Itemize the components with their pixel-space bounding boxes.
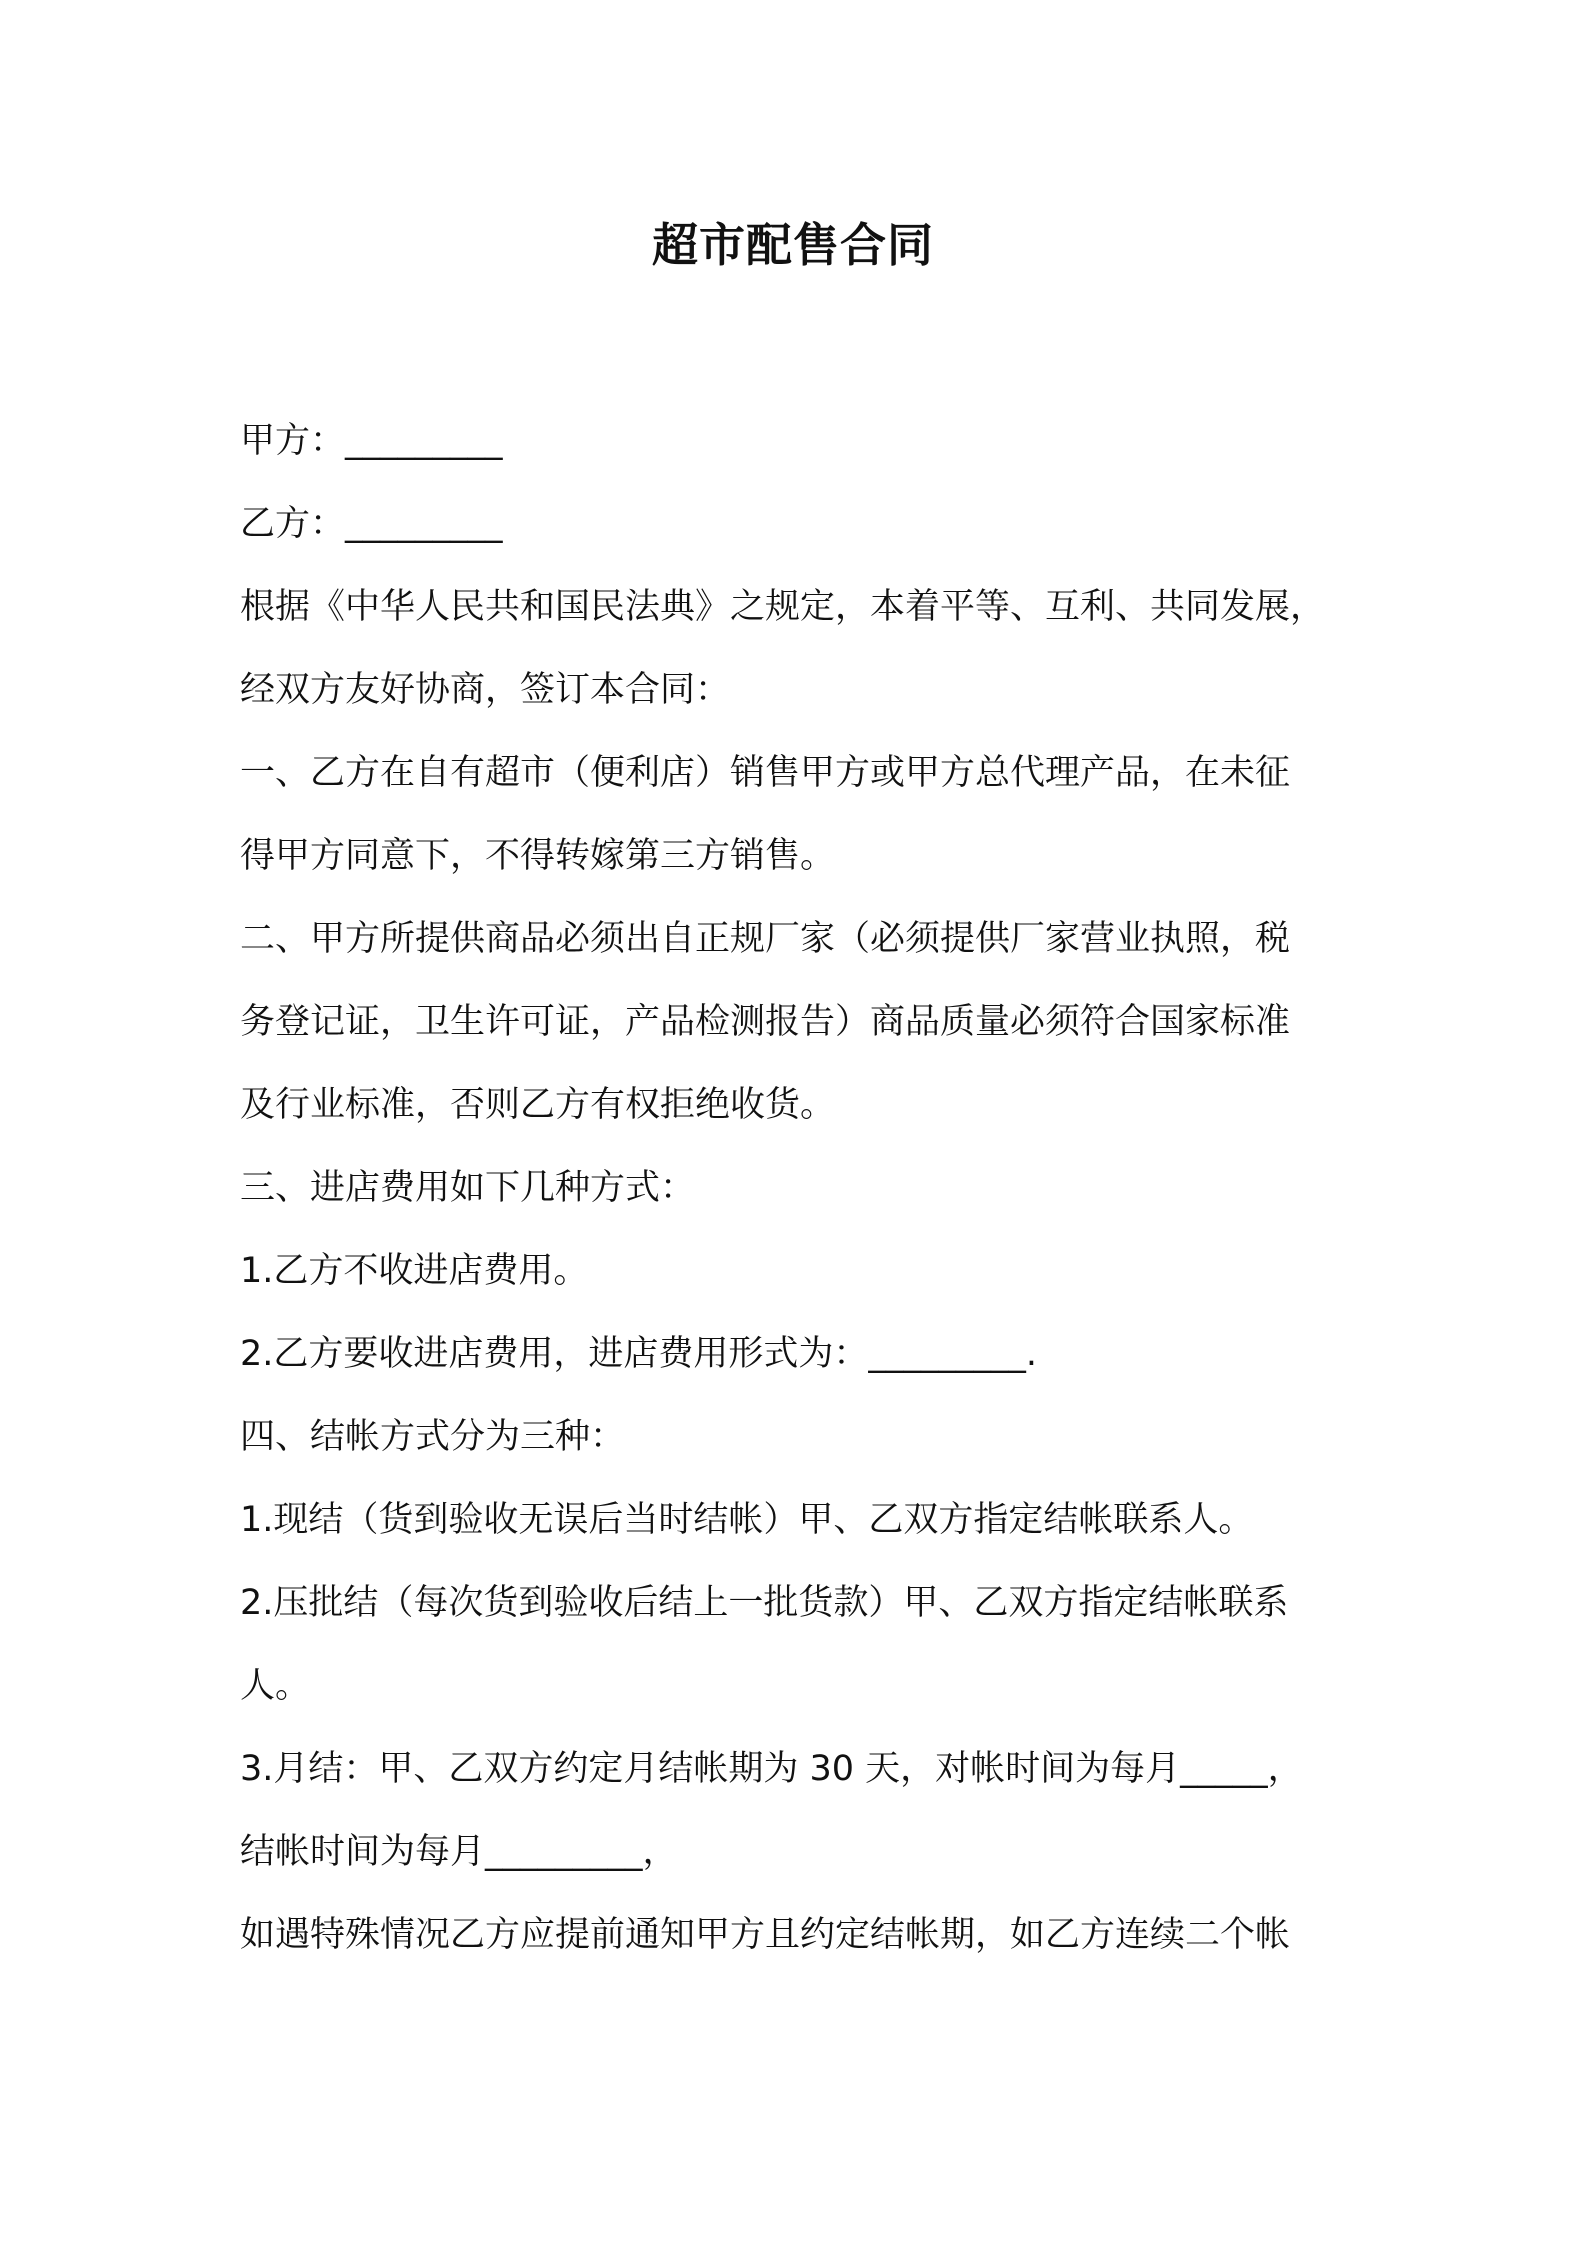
clause-2-line-1: 二、甲方所提供商品必须出自正规厂家（必须提供厂家营业执照，税 — [240, 919, 1291, 959]
party-b-line: 乙方：_________ — [240, 504, 503, 544]
clause-1-line-2: 得甲方同意下，不得转嫁第三方销售。 — [240, 836, 836, 876]
clause-3-heading: 三、进店费用如下几种方式： — [240, 1168, 696, 1208]
clause-3-item-2: 2.乙方要收进店费用，进店费用形式为：_________. — [240, 1334, 1038, 1374]
clause-2-line-2: 务登记证，卫生许可证，产品检测报告）商品质量必须符合国家标准 — [240, 1002, 1291, 1042]
clause-2-line-3: 及行业标准，否则乙方有权拒绝收货。 — [240, 1085, 836, 1125]
clause-4-note-line: 如遇特殊情况乙方应提前通知甲方且约定结帐期，如乙方连续二个帐 — [240, 1915, 1291, 1955]
clause-3-item-1: 1.乙方不收进店费用。 — [240, 1251, 589, 1291]
clause-4-item-3-line-1: 3.月结：甲、乙双方约定月结帐期为 30 天，对帐时间为每月_____， — [240, 1749, 1303, 1789]
clause-4-item-2-line-2: 人。 — [240, 1666, 311, 1706]
preamble-line-2: 经双方友好协商，签订本合同： — [240, 670, 731, 710]
document-body — [240, 400, 1360, 1977]
clause-4-item-1: 1.现结（货到验收无误后当时结帐）甲、乙双方指定结帐联系人。 — [240, 1500, 1254, 1540]
preamble-line-1: 根据《中华人民共和国民法典》之规定，本着平等、互利、共同发展， — [240, 587, 1326, 627]
clause-4-heading: 四、结帐方式分为三种： — [240, 1417, 626, 1457]
party-a-line: 甲方：_________ — [240, 421, 503, 461]
clause-4-item-3-line-2: 结帐时间为每月_________， — [240, 1832, 678, 1872]
clause-4-item-2-line-1: 2.压批结（每次货到验收后结上一批货款）甲、乙双方指定结帐联系 — [240, 1583, 1289, 1623]
clause-1-line-1: 一、乙方在自有超市（便利店）销售甲方或甲方总代理产品，在未征 — [240, 753, 1291, 793]
document-title: 超市配售合同 — [652, 218, 934, 272]
